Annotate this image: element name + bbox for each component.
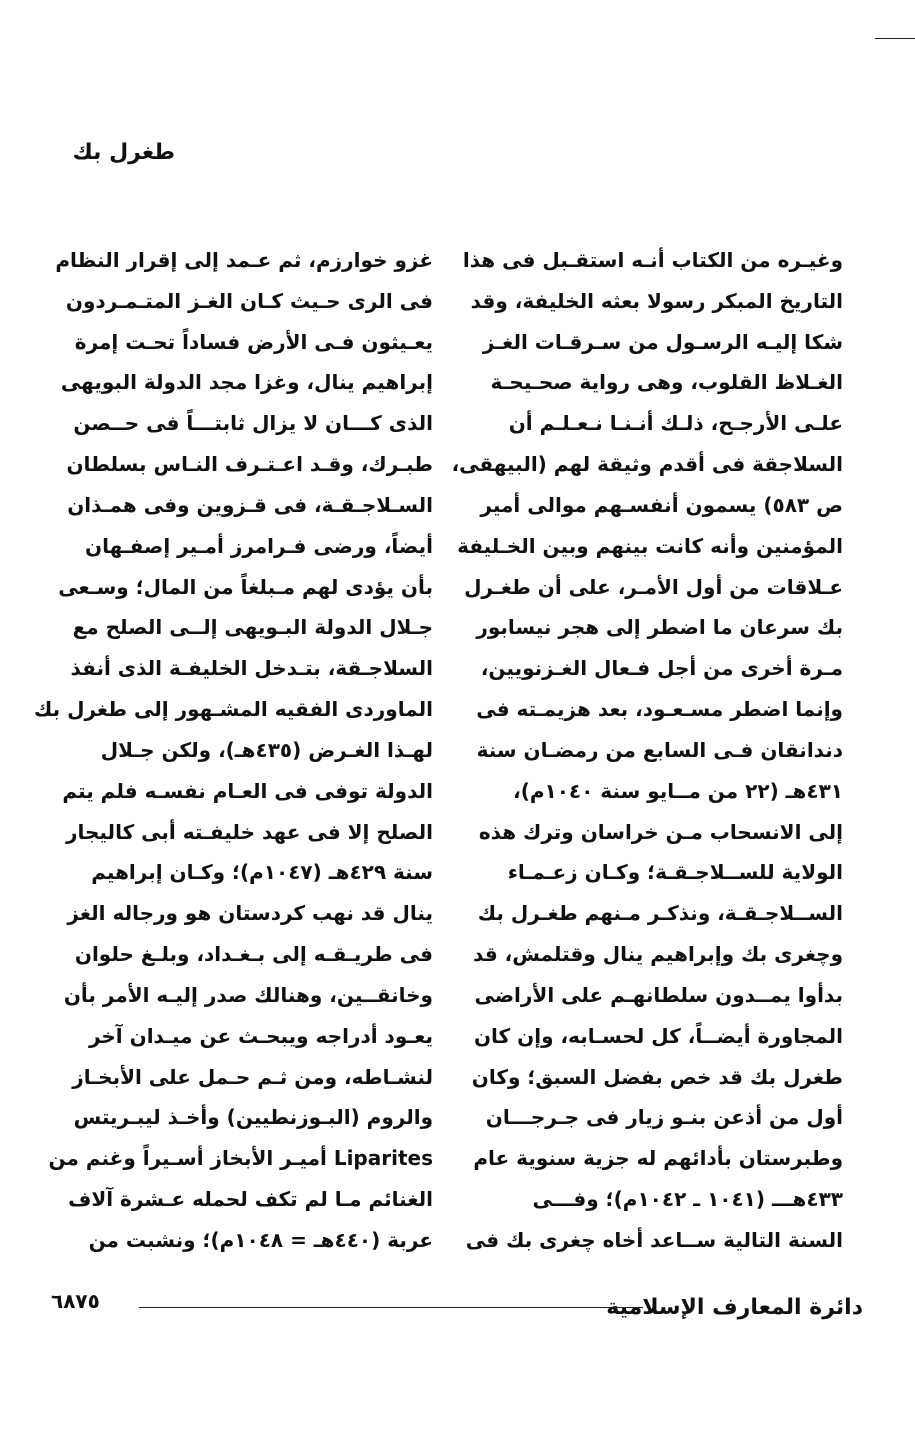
text-line: فى طريـقـه إلى بـغـداد، وبلـغ حلوان (74, 942, 433, 967)
text-line: المؤمنين وأنه كانت بينهم وبين الخـليفة (457, 533, 843, 558)
page-number: ٦٨٧٥ (51, 1289, 100, 1313)
text-line: التاريخ المبكر رسولا بعثه الخليفة، وقد (470, 288, 843, 313)
text-line: السلاجـقة، بتـدخل الخليفـة الذى أنفذ (70, 656, 433, 681)
text-line: طبـرك، وقـد اعـتـرف النـاس بسلطان (66, 452, 433, 477)
text-line: مـرة أخرى من أجل فـعال الغـزنويين، (480, 656, 843, 681)
text-line: ينال قد نهب كردستان هو ورجاله الغز (67, 901, 433, 926)
text-line: الصلح إلا فى عهد خليفـته أبى كاليجار (65, 819, 433, 844)
text-line: علـى الأرجـح، ذلـك أنـنـا نـعـلـم أن (508, 411, 843, 436)
text-line: وطبرستان بأدائهم له جزية سنوية عام (473, 1146, 843, 1171)
right-column (451, 240, 843, 1260)
text-line: إبراهيم ينال، وغزا مجد الدولة البويهى (60, 370, 433, 395)
text-line: المجاورة أيضــاً، كل لحسـابه، وإن كان (473, 1023, 843, 1048)
text-line: يعـود أدراجه ويبحـث عن ميـدان آخر (88, 1023, 433, 1048)
text-line: ٤٣١هـ (٢٢ من مــايو سنة ١٠٤٠م)، (513, 778, 843, 803)
text-line: فى الرى حـيث كـان الغـز المتـمـردون (65, 288, 433, 313)
text-line: لنشـاطه، ومن ثـم حـمل على الأبخـاز (72, 1064, 433, 1089)
text-line: ٤٣٣هـــ (١٠٤١ ـ ١٠٤٢م)؛ وفـــى (532, 1187, 843, 1212)
text-line: وغيـره من الكتاب أنـه استقـبل فى هذا (462, 248, 843, 272)
left-column (34, 240, 433, 1260)
footer-book-title: دائرة المعارف الإسلامية (606, 1295, 863, 1320)
text-line: Liparites أميـر الأبخاز أسـيراً وغنم من (48, 1146, 433, 1171)
text-line: يعـيثون فـى الأرض فساداً تحـت إمرة (74, 329, 433, 354)
text-line: شكا إليـه الرسـول من سـرقـات الغـز (482, 329, 843, 354)
text-line: الولاية للســلاجـقـة؛ وكـان زعـمـاء (507, 860, 843, 885)
text-line: وخانقــين، وهنالك صدر إليـه الأمر بأن (63, 982, 433, 1007)
text-line: إلى الانسحاب مـن خراسان وترك هذه (478, 819, 843, 844)
text-line: لهـذا الغـرض (٤٣٥هـ)، ولكن جـلال (100, 737, 433, 762)
text-line: الســلاجـقـة، ونذكـر مـنهم طغـرل بك (477, 901, 843, 926)
text-line: الذى كـــان لا يزال ثابتـــاً فى حــصن (73, 411, 433, 436)
text-line: الغـلاظ القلوب، وهى رواية صحـيحـة (490, 370, 843, 395)
page-footer (51, 1289, 863, 1335)
text-line: أول من أذعن بنـو زيار فى جـرجـــان (485, 1105, 843, 1130)
text-line: الغنائم مـا لم تكف لحمله عـشرة آلاف (68, 1187, 433, 1212)
text-line: جـلال الدولة البـويهى إلــى الصلح مع (72, 615, 433, 640)
text-line: أيضاً، ورضى فـرامرز أمـير إصفـهان (85, 533, 433, 558)
running-title: طغرل بك (72, 140, 175, 165)
text-line: عـلاقات من أول الأمـر، على أن طغـرل (464, 574, 843, 599)
text-line: عربة (٤٤٠هـ = ١٠٤٨م)؛ ونشبت من (88, 1227, 433, 1252)
text-line: السنة التالية ســاعد أخاه چغرى بك فى (465, 1227, 843, 1252)
text-line: طغرل بك قد خص بفضل السبق؛ وكان (471, 1064, 843, 1089)
text-line: سنة ٤٢٩هـ (١٠٤٧م)؛ وكـان إبراهيم (91, 860, 433, 885)
text-line: السـلاجـقـة، فى قـزوين وفى همـذان (67, 492, 433, 517)
text-line: بأن يؤدى لهم مـبلغاً من المال؛ وسـعى (58, 574, 433, 599)
text-line: دندانقان فـى السابع من رمضـان سنة (476, 737, 843, 762)
text-line: غزو خوارزم، ثم عـمد إلى إقرار النظام (55, 248, 433, 272)
text-line: وإنما اضطر مسـعـود، بعد هزيمـته فى (476, 697, 843, 722)
text-line: وچغرى بك وإبراهيم ينال وقتلمش، قد (473, 942, 843, 967)
footer-rule (139, 1307, 643, 1308)
text-line: الماوردى الفقيه المشـهور إلى طغرل بك (34, 697, 433, 722)
text-line: الدولة توفى فى العـام نفسـه فلم يتم (62, 778, 433, 803)
corner-rule (875, 38, 915, 39)
text-line: بك سرعان ما اضطر إلى هجر نيسابور (476, 615, 843, 640)
text-line: ص ٥٨٣) يسمون أنفسـهم موالى أمير (480, 492, 843, 517)
text-line: بدأوا يمــدون سلطانهـم على الأراضى (474, 982, 843, 1007)
text-line: السلاجقة فى أقدم وثيقة لهم (البيهقى، (451, 452, 843, 477)
text-line: والروم (البـوزنطيين) وأخـذ ليبـريتس (73, 1105, 433, 1130)
